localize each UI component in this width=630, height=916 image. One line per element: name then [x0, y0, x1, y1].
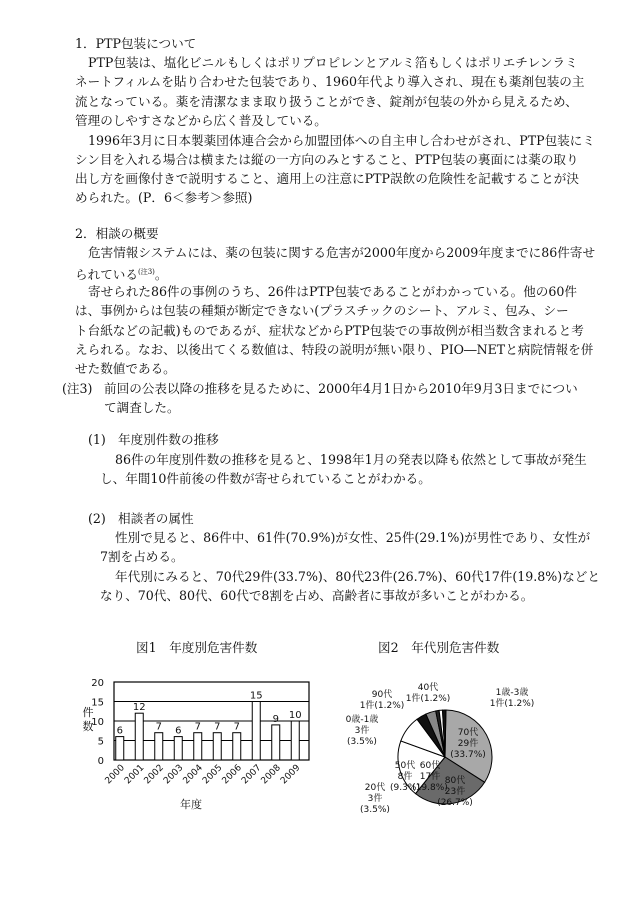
x-tick-label: 2004 — [181, 763, 205, 787]
data-label: 7 — [214, 721, 221, 733]
bar-2002 — [155, 733, 163, 760]
sub1-title: 年度別件数の推移 — [118, 432, 219, 447]
x-tick-label: 2005 — [201, 763, 225, 787]
s1-p1-l3: 流となっている。薬を清潔なまま取り扱うことができ、錠剤が包装の外から見えるため、 — [75, 94, 578, 109]
pie-label-6: 90代 — [371, 690, 393, 700]
x-tick-label: 2002 — [142, 763, 166, 787]
bar-2003 — [174, 737, 182, 760]
y-tick-label: 20 — [91, 678, 104, 689]
s1-p2-l3: 出し方を画像付きで説明すること、適用上の注意にPTP誤飲の危険性を記載することが決 — [75, 171, 579, 186]
pie-label-0: (33.7%) — [450, 750, 486, 760]
data-label: 9 — [272, 713, 279, 725]
figure2-title: 図2 年代別危害件数 — [378, 640, 500, 655]
bar-2008 — [272, 725, 280, 760]
sub1-l1: 86件の年度別件数の推移を見ると、1998年1月の発表以降も依然として事故が発生 — [115, 452, 587, 467]
note-l2: て調査した。 — [104, 400, 180, 415]
data-label: 6 — [175, 725, 182, 737]
x-tick-label: 2009 — [279, 763, 303, 787]
pie-label-1: 80代 — [444, 776, 466, 786]
pie-label-8: 1歳-3歳 — [495, 688, 529, 698]
sub2-title: 相談者の属性 — [118, 511, 194, 526]
s1-p2-l2: シン目を入れる場合は横または縦の一方向のみとすること、PTP包装の裏面には薬の取り — [75, 152, 579, 167]
pie-label-2: 60代 — [419, 761, 441, 771]
pie-label-4: (3.5%) — [360, 805, 390, 815]
data-label: 7 — [194, 721, 201, 733]
data-label: 7 — [155, 721, 162, 733]
sub2-b1-l2: 7割を占める。 — [100, 549, 184, 564]
sub2-b2-l2: なり、70代、80代、60代で8割を占め、高齢者に事故が多いことがわかる。 — [100, 588, 534, 603]
y-tick-label: 0 — [97, 756, 104, 767]
s2-p1-l1: 危害情報システムには、薬の包装に関する危害が2000年度から2009年度までに86件寄せ — [88, 245, 596, 260]
data-label: 6 — [116, 725, 123, 737]
y-tick-label: 5 — [97, 736, 104, 748]
y-axis-label-1: 件 — [82, 706, 94, 719]
s2-p2-l4: えられる。なお、以後出てくる数値は、特段の説明が無い限り、PIO―NETと病院情報を併 — [75, 342, 594, 357]
x-tick-label: 2006 — [220, 763, 244, 787]
bar-2006 — [233, 733, 241, 760]
s2-p2-l3: ト台紙などの記載)ものであるが、症状などからPTP包装での事故例が相当数含まれると考 — [75, 323, 584, 338]
x-tick-label: 2007 — [240, 763, 264, 787]
s1-p1-l2: ネートフィルムを貼り合わせた包装であり、1960年代より導入され、現在も薬剤包装の主 — [75, 74, 585, 89]
sub2-b1-l1: 性別で見ると、86件中、61件(70.9%)が女性、25件(29.1%)が男性であり、女性が — [115, 530, 591, 545]
s2-p1-text: られている — [75, 267, 138, 283]
bar-2009 — [291, 721, 299, 760]
section2-heading: 2．相談の概要 — [75, 226, 159, 241]
s2-p2-l2: は、事例からは包装の種類が断定できない(プラスチックのシート、アルミ、包み、シー — [75, 303, 569, 318]
sub1-label: (1) — [88, 432, 106, 447]
s1-p2-l4: められた。(P．6＜参考＞参照) — [75, 190, 253, 205]
pie-label-6: 1件(1.2%) — [359, 701, 405, 711]
bar-2000 — [116, 737, 124, 760]
data-label: 10 — [288, 710, 302, 721]
x-tick-label: 2008 — [259, 763, 283, 787]
pie-label-2: 17件 — [419, 772, 441, 782]
s1-p1-l1: PTP包装は、塩化ビニルもしくはポリプロピレンとアルミ箔もしくはポリエチレンラミ — [88, 55, 578, 70]
pie-label-5: (3.5%) — [347, 737, 377, 747]
pie-label-4: 20代 — [364, 783, 386, 793]
bar-2005 — [213, 733, 221, 760]
pie-label-0: 70代 — [457, 728, 479, 738]
sub2-b2-l1: 年代別にみると、70代29件(33.7%)、80代23件(26.7%)、60代17件(19.8%)などと — [115, 569, 600, 584]
pie-label-4: 3件 — [367, 794, 383, 804]
note-ref: (注3) — [137, 268, 155, 276]
figure1-title: 図1 年度別危害件数 — [136, 640, 258, 655]
bar-2001 — [135, 713, 143, 760]
s2-p1-end: 。 — [154, 267, 168, 283]
section1-heading: 1．PTP包装について — [75, 36, 197, 51]
pie-label-0: 29件 — [457, 739, 479, 749]
sub1-l2: し、年間10件前後の件数が寄せられていることがわかる。 — [100, 471, 431, 486]
s1-p2-l1: 1996年3月に日本製薬団体連合会から加盟団体への自主申し合わせがされ、PTP包装にミ — [88, 133, 595, 148]
pie-label-3: 8件 — [397, 772, 413, 782]
y-axis-label-2: 数 — [82, 720, 94, 733]
pie-label-3: 50代 — [394, 761, 416, 771]
bar-2004 — [194, 733, 202, 760]
sub2-label: (2) — [88, 511, 106, 526]
s2-p2-l1: 寄せられた86件の事例のうち、26件はPTP包装であることがわかっている。他の60件 — [88, 284, 578, 299]
s1-p1-l4: 管理のしやすさなどから広く普及している。 — [75, 113, 327, 128]
x-tick-label: 2003 — [162, 763, 186, 787]
pie-label-5: 3件 — [354, 726, 370, 736]
pie-label-7: 1件(1.2%) — [405, 694, 451, 704]
pie-label-7: 40代 — [417, 683, 439, 693]
pie-label-1: 23件 — [444, 787, 466, 797]
pie-label-3: (9.3%) — [390, 783, 420, 793]
x-tick-label: 2000 — [103, 763, 127, 787]
x-tick-label: 2001 — [123, 763, 147, 787]
pie-label-8: 1件(1.2%) — [489, 699, 535, 709]
pie-label-1: (26.7%) — [437, 798, 473, 808]
pie-label-2: (19.8%) — [412, 783, 448, 793]
y-tick-label: 10 — [91, 717, 104, 728]
note-label: (注3) — [62, 381, 93, 396]
s2-p2-l5: せた数値である。 — [75, 361, 176, 376]
pie-label-5: 0歳-1歳 — [345, 715, 379, 725]
y-tick-label: 15 — [91, 697, 104, 709]
x-axis-label: 年度 — [180, 798, 202, 811]
data-label: 12 — [132, 702, 146, 714]
note-l1: 前回の公表以降の推移を見るために、2000年4月1日から2010年9月3日までについ — [104, 381, 578, 396]
data-label: 7 — [233, 721, 240, 733]
bar-2007 — [252, 702, 260, 761]
data-label: 15 — [249, 690, 263, 702]
